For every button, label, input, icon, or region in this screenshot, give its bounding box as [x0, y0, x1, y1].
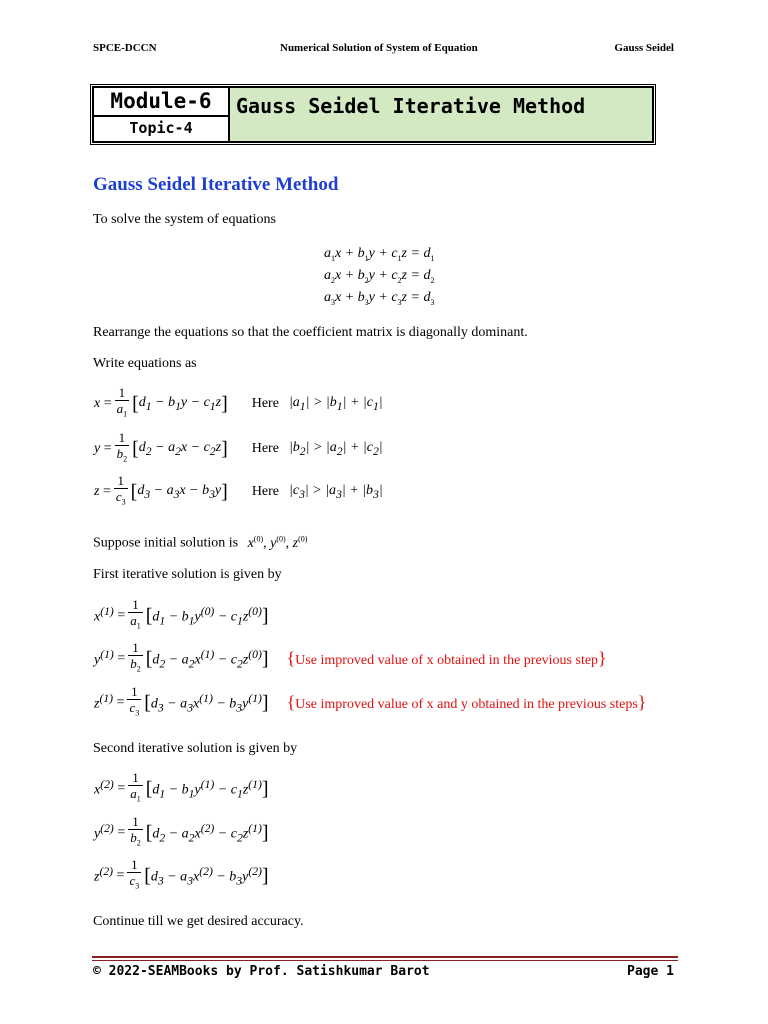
second-iteration-y: $y^{(2)}$ = $\frac{1}{b_2}$ [ $d_2 - a_2x^{(2)} - c_2z^{(1)}$ ]	[94, 815, 269, 851]
rearranged-z: z = $\frac{1}{c_3}$ [ $d_3 - a_3x - b_3y$ ] Here $|c_3| > |a_3| + |b_3|$	[94, 474, 383, 510]
equation-1: $a_1x + b_1y + c_1z = d_1$	[324, 246, 435, 263]
intro-text: To solve the system of equations	[93, 212, 276, 227]
equation-2: $a_2x + b_2y + c_2z = d_2$	[324, 268, 435, 285]
equation-3: $a_3x + b_3y + c_3z = d_3$	[324, 290, 435, 307]
initial-solution-line: Suppose initial solution is $x^{(0)}$, $y^{(0)}$, $z^{(0)}$	[93, 534, 308, 551]
second-iteration-z: $z^{(2)}$ = $\frac{1}{c_3}$ [ $d_3 - a_3x^{(2)} - b_3y^{(2)}$ ]	[94, 858, 269, 894]
rearranged-y: y = $\frac{1}{b_2}$ [ $d_2 - a_2x - c_2z$ ] Here $|b_2| > |a_2| + |c_2|$	[94, 431, 383, 467]
rearranged-x: x = $\frac{1}{a_1}$ [ $d_1 - b_1y - c_1z$ ] Here $|a_1| > |b_1| + |c_1|$	[94, 386, 383, 422]
module-title: Gauss Seidel Iterative Method	[236, 94, 586, 118]
suppose-text: Suppose initial solution is	[93, 535, 239, 551]
continue-text: Continue till we get desired accuracy.	[93, 914, 304, 929]
header-left: SPCE-DCCN	[93, 42, 157, 54]
module-title-cell	[230, 88, 652, 141]
topic-number: Topic-4	[129, 119, 193, 137]
header-center: Numerical Solution of System of Equation	[280, 42, 478, 54]
footer-copyright: © 2022-SEAMBooks by Prof. Satishkumar Barot	[93, 964, 430, 979]
z-note: {Use improved value of x and y obtained in the previous steps}	[286, 692, 647, 713]
section-title: Gauss Seidel Iterative Method	[93, 174, 339, 195]
header-right: Gauss Seidel	[614, 42, 674, 54]
here-label: Here	[251, 440, 279, 456]
write-text: Write equations as	[93, 356, 197, 371]
footer-rule-thin	[92, 960, 678, 961]
here-label: Here	[251, 483, 280, 499]
first-iteration-z: $z^{(1)}$ = $\frac{1}{c_3}$ [ $d_3 - a_3x^{(1)} - b_3y^{(1)}$ ] {Use improved value of x and y obtained in the previous steps}	[94, 685, 646, 721]
footer-rule	[92, 956, 678, 958]
y-note: {Use improved value of x obtained in the previous step}	[286, 648, 607, 669]
rearrange-text: Rearrange the equations so that the coefficient matrix is diagonally dominant.	[93, 325, 528, 340]
second-iteration-x: $x^{(2)}$ = $\frac{1}{a_1}$ [ $d_1 - b_1y^{(1)} - c_1z^{(1)}$ ]	[94, 771, 269, 807]
module-number: Module-6	[94, 88, 228, 117]
second-iteration-text: Second iterative solution is given by	[93, 741, 298, 756]
here-label: Here	[251, 395, 279, 411]
first-iteration-x: $x^{(1)}$ = $\frac{1}{a_1}$ [ $d_1 - b_1y^{(0)} - c_1z^{(0)}$ ]	[94, 598, 269, 634]
module-box	[92, 86, 654, 143]
first-iteration-y: $y^{(1)}$ = $\frac{1}{b_2}$ [ $d_2 - a_2x^{(1)} - c_2z^{(0)}$ ] {Use improved value of x obtained in the previous step}	[94, 641, 607, 677]
first-iteration-text: First iterative solution is given by	[93, 567, 282, 582]
module-label-cell	[94, 88, 230, 141]
page-number: Page 1	[627, 964, 674, 979]
